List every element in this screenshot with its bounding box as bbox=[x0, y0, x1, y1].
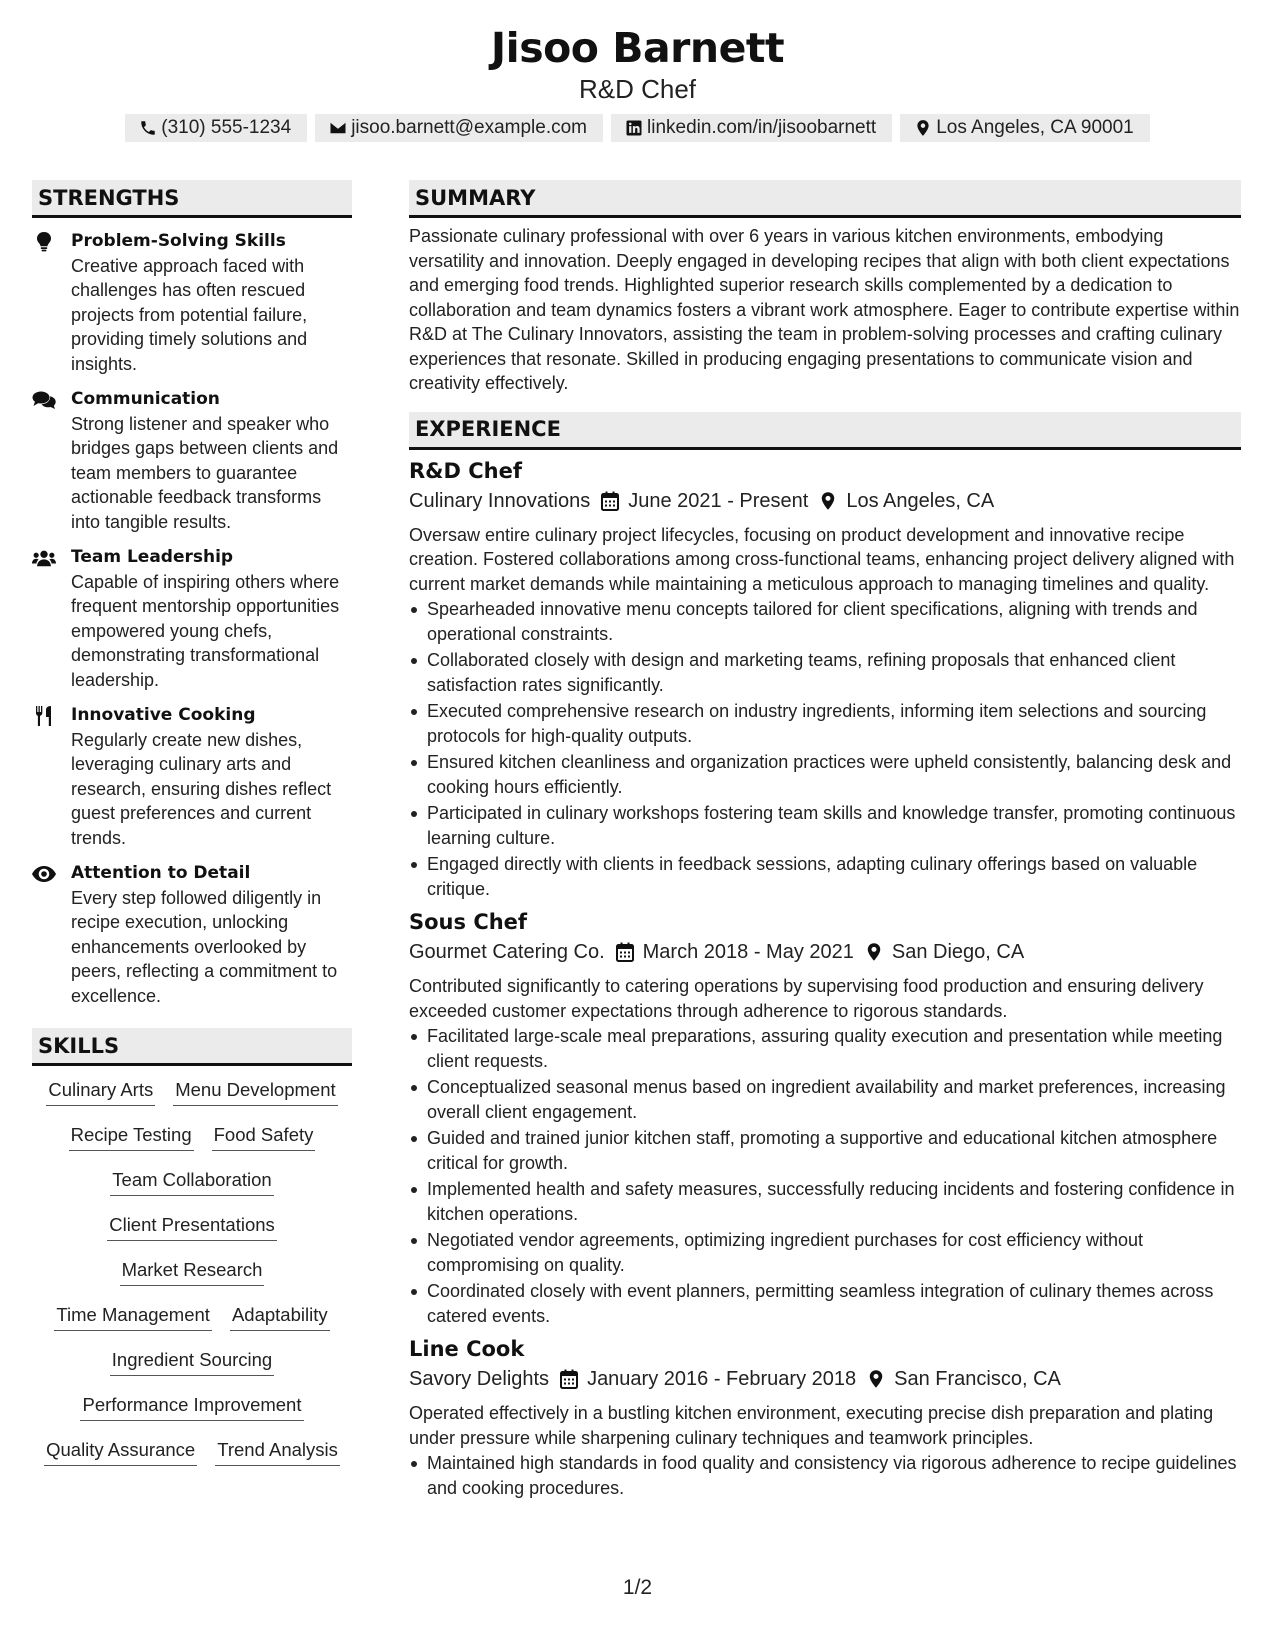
candidate-name: Jisoo Barnett bbox=[490, 24, 785, 72]
summary-heading: SUMMARY bbox=[409, 180, 1241, 218]
job-company: Culinary Innovations bbox=[409, 489, 591, 512]
job-description: Operated effectively in a bustling kitchen environment, executing precise dish preparation and plating under pressure while sharpening culinary techniques and teamwork principles. bbox=[409, 1403, 1214, 1448]
job-entry bbox=[409, 908, 1241, 1328]
job-bullets bbox=[409, 1451, 1241, 1500]
skill-tag: Team Collaboration bbox=[110, 1168, 273, 1196]
strengths-heading: STRENGTHS bbox=[32, 180, 352, 218]
users-icon bbox=[32, 547, 56, 569]
skill-tag: Ingredient Sourcing bbox=[110, 1348, 274, 1376]
bullet-item: Engaged directly with clients in feedback sessions, adapting culinary offerings based on valuable critique. bbox=[409, 852, 1241, 901]
eye-icon bbox=[32, 863, 56, 885]
strength-title: Attention to Detail bbox=[71, 863, 251, 883]
calendar-icon bbox=[600, 491, 620, 511]
job-entry bbox=[409, 457, 1241, 902]
utensils-icon bbox=[32, 705, 56, 727]
bullet-item: Negotiated vendor agreements, optimizing ingredient purchases for cost efficiency without compromising on quality. bbox=[409, 1228, 1241, 1277]
strength-title: Team Leadership bbox=[71, 547, 234, 567]
map-marker-icon bbox=[818, 491, 838, 511]
skill-row bbox=[32, 1168, 352, 1213]
job-dates: June 2021 - Present bbox=[628, 489, 809, 512]
map-marker-icon bbox=[914, 119, 932, 137]
envelope-icon bbox=[329, 119, 347, 137]
bullet-item: Ensured kitchen cleanliness and organization practices were upheld consistently, balancing desk and cooking hours efficiently. bbox=[409, 750, 1241, 799]
job-dates: March 2018 - May 2021 bbox=[642, 941, 854, 963]
skill-row bbox=[32, 1123, 352, 1168]
skill-row bbox=[32, 1213, 352, 1258]
job-entry bbox=[409, 1335, 1241, 1500]
bullet-item: Participated in culinary workshops fostering team skills and knowledge transfer, promoting continuous learning culture. bbox=[409, 801, 1241, 850]
strength-item bbox=[32, 229, 352, 376]
phone-text: (310) 555-1234 bbox=[161, 117, 292, 138]
comments-icon bbox=[32, 389, 56, 411]
job-description: Oversaw entire culinary project lifecycles, focusing on product development and innovative recipe creation. Fostered collaborations among cross-functional teams, enhancing project delivery aligned with current market demands while maintaining a meticulous approach to managing timelines and quality. bbox=[409, 524, 1235, 594]
page-number: 1/2 bbox=[622, 1576, 653, 1599]
skill-tag: Time Management bbox=[54, 1303, 212, 1331]
skill-row bbox=[32, 1303, 352, 1348]
bullet-item: Guided and trained junior kitchen staff, promoting a supportive and educational kitchen atmosphere critical for growth. bbox=[409, 1126, 1241, 1175]
skill-row bbox=[32, 1348, 352, 1393]
strength-desc: Every step followed diligently in recipe execution, unlocking enhancements overlooked by peers, reflecting a commitment to excellence. bbox=[71, 887, 338, 1006]
bullet-item: Collaborated closely with design and marketing teams, refining proposals that enhanced client satisfaction rates significantly. bbox=[409, 648, 1241, 697]
right-column bbox=[409, 180, 1241, 1502]
skill-tag: Performance Improvement bbox=[80, 1393, 303, 1421]
job-bullets bbox=[409, 1024, 1241, 1328]
strength-item bbox=[32, 387, 352, 534]
job-description: Contributed significantly to catering operations by supervising food production and ensuring delivery exceeded customer expectations through adherence to rigorous standards. bbox=[409, 976, 1204, 1021]
skill-row bbox=[32, 1258, 352, 1303]
linkedin-icon bbox=[625, 119, 643, 137]
skill-row bbox=[32, 1438, 352, 1483]
skill-tag: Trend Analysis bbox=[215, 1438, 340, 1466]
calendar-icon bbox=[615, 942, 635, 962]
job-dates: January 2016 - February 2018 bbox=[587, 1368, 857, 1390]
skill-tag: Culinary Arts bbox=[46, 1078, 155, 1106]
job-location: San Diego, CA bbox=[891, 941, 1025, 963]
bullet-item: Spearheaded innovative menu concepts tailored for client specifications, aligning with trends and operational constraints. bbox=[409, 597, 1241, 646]
email-text: jisoo.barnett@example.com bbox=[351, 117, 587, 138]
strength-title: Innovative Cooking bbox=[71, 705, 256, 725]
strength-desc: Capable of inspiring others where frequent mentorship opportunities empowered young chefs, demonstrating transformational leadership. bbox=[71, 571, 340, 690]
calendar-icon bbox=[559, 1369, 579, 1389]
contact-email[interactable] bbox=[315, 114, 603, 142]
contact-linkedin[interactable] bbox=[611, 114, 892, 142]
location-text: Los Angeles, CA 90001 bbox=[936, 117, 1134, 138]
job-location: Los Angeles, CA bbox=[846, 489, 995, 512]
bullet-item: Maintained high standards in food quality and consistency via rigorous adherence to recipe guidelines and cooking procedures. bbox=[409, 1451, 1241, 1500]
skill-tag: Menu Development bbox=[173, 1078, 337, 1106]
strength-title: Communication bbox=[71, 389, 220, 409]
bullet-item: Coordinated closely with event planners, permitting seamless integration of culinary themes across catered events. bbox=[409, 1279, 1241, 1328]
skill-tag: Client Presentations bbox=[107, 1213, 277, 1241]
summary-text: Passionate culinary professional with over 6 years in various kitchen environments, embodying versatility and innovation. Deeply engaged in developing recipes that align with both client expectations and emerging food trends. Highlighted superior research skills complemented by a dedication to collaboration and team dynamics fosters a vibrant work atmosphere. Eager to contribute expertise within R&D at The Culinary Innovators, assisting the team in problem-solving processes and crafting culinary experiences that resonate. Skilled in producing engaging presentations to communicate vision and creativity effectively. bbox=[409, 226, 1240, 393]
resume-header bbox=[0, 22, 1275, 104]
job-title: Sous Chef bbox=[409, 910, 528, 934]
contact-bar bbox=[0, 114, 1275, 142]
bullet-item: Executed comprehensive research on industry ingredients, informing item selections and sourcing protocols for high-quality outputs. bbox=[409, 699, 1241, 748]
contact-location bbox=[900, 114, 1150, 142]
skill-tag: Recipe Testing bbox=[69, 1123, 194, 1151]
skills-list bbox=[32, 1078, 352, 1483]
job-meta bbox=[409, 937, 1241, 967]
job-location: San Francisco, CA bbox=[894, 1368, 1061, 1390]
contact-phone[interactable] bbox=[125, 114, 307, 142]
left-column bbox=[32, 180, 352, 1483]
skill-tag: Adaptability bbox=[230, 1303, 330, 1331]
phone-icon bbox=[139, 119, 157, 137]
lightbulb-icon bbox=[32, 231, 56, 253]
strength-item bbox=[32, 545, 352, 692]
bullet-item: Facilitated large-scale meal preparations, assuring quality execution and presentation while meeting client requests. bbox=[409, 1024, 1241, 1073]
skill-tag: Food Safety bbox=[212, 1123, 316, 1151]
job-meta bbox=[409, 1364, 1241, 1394]
candidate-title: R&D Chef bbox=[578, 74, 697, 104]
linkedin-text: linkedin.com/in/jisoobarnett bbox=[647, 117, 877, 138]
job-title: Line Cook bbox=[409, 1337, 525, 1361]
bullet-item: Implemented health and safety measures, successfully reducing incidents and fostering confidence in kitchen operations. bbox=[409, 1177, 1241, 1226]
job-title: R&D Chef bbox=[409, 458, 522, 483]
skill-tag: Quality Assurance bbox=[44, 1438, 197, 1466]
strength-item bbox=[32, 703, 352, 850]
job-company: Savory Delights bbox=[409, 1368, 550, 1390]
strength-desc: Regularly create new dishes, leveraging culinary arts and research, ensuring dishes reflect guest preferences and current trends. bbox=[71, 729, 332, 848]
skill-tag: Market Research bbox=[120, 1258, 265, 1286]
map-marker-icon bbox=[866, 1369, 886, 1389]
skill-row bbox=[32, 1393, 352, 1438]
strength-desc: Strong listener and speaker who bridges gaps between clients and team members to guarantee actionable feedback transforms into tangible results. bbox=[71, 413, 339, 532]
job-bullets bbox=[409, 597, 1241, 901]
job-company: Gourmet Catering Co. bbox=[409, 941, 605, 963]
map-marker-icon bbox=[864, 942, 884, 962]
job-meta bbox=[409, 486, 1241, 516]
strength-item bbox=[32, 861, 352, 1008]
strength-desc: Creative approach faced with challenges has often rescued projects from potential failure, providing timely solutions and insights. bbox=[71, 255, 308, 374]
strength-title: Problem-Solving Skills bbox=[71, 231, 286, 251]
bullet-item: Conceptualized seasonal menus based on ingredient availability and market preferences, increasing overall client engagement. bbox=[409, 1075, 1241, 1124]
skills-heading: SKILLS bbox=[32, 1028, 352, 1066]
skill-row bbox=[32, 1078, 352, 1123]
experience-heading: EXPERIENCE bbox=[409, 412, 1241, 450]
